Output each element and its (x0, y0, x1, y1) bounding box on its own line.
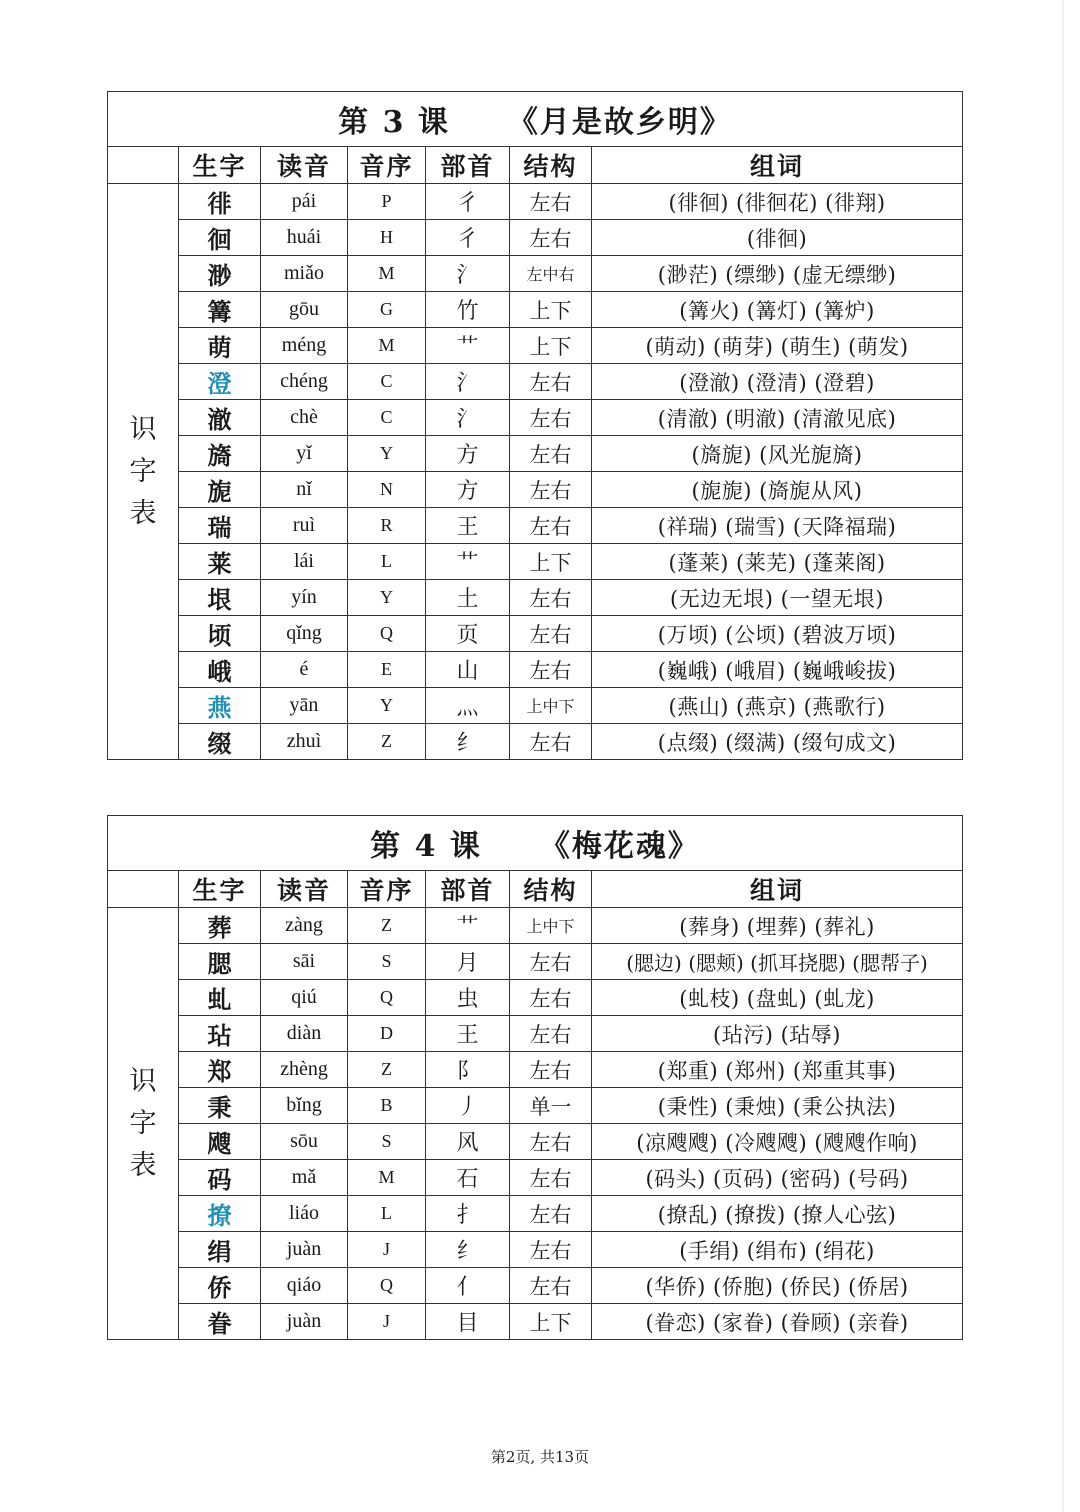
table-row (108, 220, 963, 256)
order-cell: Z (348, 1052, 426, 1088)
order-cell: C (348, 400, 426, 436)
order-cell: M (348, 1160, 426, 1196)
table-row (108, 616, 963, 652)
order-cell: L (348, 1196, 426, 1232)
structure-cell: 单一 (510, 1088, 592, 1124)
header-row (108, 871, 963, 908)
words-cell: (徘徊) (592, 220, 963, 256)
words-cell: (渺茫) (缥缈) (虚无缥缈) (592, 256, 963, 292)
order-cell: R (348, 508, 426, 544)
structure-cell: 左右 (510, 724, 592, 760)
pinyin-cell: yǐ (261, 436, 348, 472)
pinyin-cell: liáo (261, 1196, 348, 1232)
pinyin-cell: huái (261, 220, 348, 256)
structure-cell: 左右 (510, 1196, 592, 1232)
structure-cell: 上下 (510, 292, 592, 328)
pinyin-cell: sōu (261, 1124, 348, 1160)
lesson-4-table (107, 815, 963, 1340)
pinyin-cell: nǐ (261, 472, 348, 508)
side-label-char: 表 (129, 1149, 157, 1181)
radical-cell: 石 (426, 1160, 510, 1196)
radical-cell: 方 (426, 472, 510, 508)
radical-cell: 纟 (426, 1232, 510, 1268)
pinyin-cell: qiú (261, 980, 348, 1016)
radical-cell: 艹 (426, 328, 510, 364)
pinyin-cell: gōu (261, 292, 348, 328)
side-label (108, 908, 179, 1340)
table-row (108, 1304, 963, 1340)
pinyin-cell: yān (261, 688, 348, 724)
char-cell: 徊 (179, 220, 261, 256)
table-row (108, 184, 963, 220)
radical-cell: 山 (426, 652, 510, 688)
table-row (108, 944, 963, 980)
side-label-char: 识 (129, 1065, 157, 1097)
radical-cell: 竹 (426, 292, 510, 328)
column-header: 部首 (426, 147, 510, 184)
table-row (108, 292, 963, 328)
char-cell: 腮 (179, 944, 261, 980)
char-cell: 撩 (179, 1196, 261, 1232)
pinyin-cell: zhuì (261, 724, 348, 760)
column-header: 音序 (348, 871, 426, 908)
pinyin-cell: mǎ (261, 1160, 348, 1196)
words-cell: (撩乱) (撩拨) (撩人心弦) (592, 1196, 963, 1232)
pinyin-cell: qiáo (261, 1268, 348, 1304)
structure-cell: 左右 (510, 616, 592, 652)
pinyin-cell: diàn (261, 1016, 348, 1052)
table-row (108, 472, 963, 508)
words-cell: (虬枝) (盘虬) (虬龙) (592, 980, 963, 1016)
radical-cell: 土 (426, 580, 510, 616)
order-cell: P (348, 184, 426, 220)
structure-cell: 左右 (510, 436, 592, 472)
radical-cell: 彳 (426, 184, 510, 220)
char-cell: 葬 (179, 908, 261, 944)
radical-cell: 方 (426, 436, 510, 472)
char-cell: 旖 (179, 436, 261, 472)
order-cell: M (348, 256, 426, 292)
pinyin-cell: chéng (261, 364, 348, 400)
side-label-char: 表 (129, 497, 157, 529)
pinyin-cell: zàng (261, 908, 348, 944)
order-cell: L (348, 544, 426, 580)
pinyin-cell: é (261, 652, 348, 688)
words-cell: (葬身) (埋葬) (葬礼) (592, 908, 963, 944)
words-cell: (眷恋) (家眷) (眷顾) (亲眷) (592, 1304, 963, 1340)
lesson-title-cell (108, 816, 963, 871)
order-cell: Z (348, 724, 426, 760)
table-row (108, 1088, 963, 1124)
radical-cell: 王 (426, 508, 510, 544)
radical-cell: 阝 (426, 1052, 510, 1088)
title-row (108, 92, 963, 147)
structure-cell: 左右 (510, 580, 592, 616)
structure-cell: 左右 (510, 472, 592, 508)
table-row (108, 1160, 963, 1196)
header-row (108, 147, 963, 184)
column-header: 组词 (592, 871, 963, 908)
radical-cell: 目 (426, 1304, 510, 1340)
words-cell: (秉性) (秉烛) (秉公执法) (592, 1088, 963, 1124)
radical-cell: 艹 (426, 544, 510, 580)
words-cell: (旎旎) (旖旎从风) (592, 472, 963, 508)
lesson-3-table (107, 91, 963, 760)
words-cell: (点缀) (缀满) (缀句成文) (592, 724, 963, 760)
radical-cell: 艹 (426, 908, 510, 944)
page-edge (1062, 0, 1064, 1512)
structure-cell: 左右 (510, 508, 592, 544)
pinyin-cell: méng (261, 328, 348, 364)
structure-cell: 左右 (510, 652, 592, 688)
column-header: 结构 (510, 147, 592, 184)
char-cell: 缀 (179, 724, 261, 760)
char-cell: 绢 (179, 1232, 261, 1268)
structure-cell: 左右 (510, 1268, 592, 1304)
char-cell: 旎 (179, 472, 261, 508)
radical-cell: 月 (426, 944, 510, 980)
table-row (108, 256, 963, 292)
pinyin-cell: sāi (261, 944, 348, 980)
pinyin-cell: juàn (261, 1304, 348, 1340)
lesson-title: 《梅花魂》 (539, 829, 700, 864)
structure-cell: 左右 (510, 944, 592, 980)
words-cell: (华侨) (侨胞) (侨民) (侨居) (592, 1268, 963, 1304)
pinyin-cell: chè (261, 400, 348, 436)
radical-cell: 风 (426, 1124, 510, 1160)
side-label-char: 字 (129, 1107, 157, 1139)
order-cell: S (348, 1124, 426, 1160)
order-cell: Y (348, 436, 426, 472)
char-cell: 澈 (179, 400, 261, 436)
structure-cell: 上中下 (510, 688, 592, 724)
side-label-char: 识 (129, 413, 157, 445)
char-cell: 玷 (179, 1016, 261, 1052)
words-cell: (篝火) (篝灯) (篝炉) (592, 292, 963, 328)
table-row (108, 436, 963, 472)
table-row (108, 1016, 963, 1052)
words-cell: (萌动) (萌芽) (萌生) (萌发) (592, 328, 963, 364)
lesson-number: 第 3 课 (338, 105, 450, 140)
words-cell: (手绢) (绢布) (绢花) (592, 1232, 963, 1268)
char-cell: 峨 (179, 652, 261, 688)
pinyin-cell: yín (261, 580, 348, 616)
order-cell: B (348, 1088, 426, 1124)
char-cell: 徘 (179, 184, 261, 220)
pinyin-cell: juàn (261, 1232, 348, 1268)
radical-cell: 氵 (426, 400, 510, 436)
pinyin-cell: lái (261, 544, 348, 580)
char-cell: 码 (179, 1160, 261, 1196)
lesson-title: 《月是故乡明》 (507, 105, 732, 140)
pinyin-cell: pái (261, 184, 348, 220)
char-cell: 瑞 (179, 508, 261, 544)
structure-cell: 左右 (510, 220, 592, 256)
table-row (108, 688, 963, 724)
structure-cell: 左中右 (510, 256, 592, 292)
order-cell: C (348, 364, 426, 400)
order-cell: Q (348, 616, 426, 652)
words-cell: (玷污) (玷辱) (592, 1016, 963, 1052)
table-row (108, 364, 963, 400)
structure-cell: 左右 (510, 1052, 592, 1088)
structure-cell: 左右 (510, 364, 592, 400)
structure-cell: 上下 (510, 544, 592, 580)
title-row (108, 816, 963, 871)
table-row (108, 652, 963, 688)
order-cell: N (348, 472, 426, 508)
page-footer: 第2页, 共13页 (490, 1448, 590, 1466)
column-header: 生字 (179, 147, 261, 184)
order-cell: S (348, 944, 426, 980)
words-cell: (凉飕飕) (冷飕飕) (飕飕作响) (592, 1124, 963, 1160)
order-cell: E (348, 652, 426, 688)
order-cell: H (348, 220, 426, 256)
char-cell: 眷 (179, 1304, 261, 1340)
table-row (108, 508, 963, 544)
radical-cell: 王 (426, 1016, 510, 1052)
words-cell: (无边无垠) (一望无垠) (592, 580, 963, 616)
char-cell: 燕 (179, 688, 261, 724)
order-cell: J (348, 1232, 426, 1268)
structure-cell: 左右 (510, 1124, 592, 1160)
words-cell: (万顷) (公顷) (碧波万顷) (592, 616, 963, 652)
words-cell: (郑重) (郑州) (郑重其事) (592, 1052, 963, 1088)
char-cell: 顷 (179, 616, 261, 652)
table-row (108, 1052, 963, 1088)
table-row (108, 908, 963, 944)
char-cell: 萌 (179, 328, 261, 364)
structure-cell: 左右 (510, 980, 592, 1016)
char-cell: 秉 (179, 1088, 261, 1124)
structure-cell: 左右 (510, 1016, 592, 1052)
side-label-char: 字 (129, 455, 157, 487)
table-row (108, 1124, 963, 1160)
lesson-title-cell (108, 92, 963, 147)
structure-cell: 左右 (510, 184, 592, 220)
order-cell: Y (348, 580, 426, 616)
radical-cell: 灬 (426, 688, 510, 724)
structure-cell: 上下 (510, 328, 592, 364)
radical-cell: 氵 (426, 364, 510, 400)
radical-cell: 页 (426, 616, 510, 652)
char-cell: 虬 (179, 980, 261, 1016)
order-cell: J (348, 1304, 426, 1340)
lesson-number: 第 4 课 (370, 829, 482, 864)
radical-cell: 虫 (426, 980, 510, 1016)
words-cell: (徘徊) (徘徊花) (徘翔) (592, 184, 963, 220)
table-row (108, 400, 963, 436)
table-row (108, 1196, 963, 1232)
radical-cell: 彳 (426, 220, 510, 256)
order-cell: M (348, 328, 426, 364)
char-cell: 垠 (179, 580, 261, 616)
order-cell: Q (348, 1268, 426, 1304)
table-row (108, 1232, 963, 1268)
char-cell: 澄 (179, 364, 261, 400)
table-row (108, 544, 963, 580)
structure-cell: 上下 (510, 1304, 592, 1340)
table-row (108, 580, 963, 616)
order-cell: Z (348, 908, 426, 944)
radical-cell: 扌 (426, 1196, 510, 1232)
words-cell: (码头) (页码) (密码) (号码) (592, 1160, 963, 1196)
radical-cell: 丿 (426, 1088, 510, 1124)
pinyin-cell: ruì (261, 508, 348, 544)
order-cell: Y (348, 688, 426, 724)
radical-cell: 亻 (426, 1268, 510, 1304)
column-header: 组词 (592, 147, 963, 184)
side-label (108, 184, 179, 760)
char-cell: 飕 (179, 1124, 261, 1160)
pinyin-cell: miǎo (261, 256, 348, 292)
structure-cell: 左右 (510, 1160, 592, 1196)
char-cell: 篝 (179, 292, 261, 328)
structure-cell: 左右 (510, 1232, 592, 1268)
words-cell: (清澈) (明澈) (清澈见底) (592, 400, 963, 436)
pinyin-cell: zhèng (261, 1052, 348, 1088)
header-blank (108, 147, 179, 184)
order-cell: D (348, 1016, 426, 1052)
structure-cell: 上中下 (510, 908, 592, 944)
structure-cell: 左右 (510, 400, 592, 436)
table-row (108, 328, 963, 364)
column-header: 结构 (510, 871, 592, 908)
char-cell: 莱 (179, 544, 261, 580)
column-header: 读音 (261, 147, 348, 184)
words-cell: (燕山) (燕京) (燕歌行) (592, 688, 963, 724)
header-blank (108, 871, 179, 908)
pinyin-cell: qǐng (261, 616, 348, 652)
column-header: 读音 (261, 871, 348, 908)
table-row (108, 1268, 963, 1304)
column-header: 生字 (179, 871, 261, 908)
table-row (108, 724, 963, 760)
order-cell: G (348, 292, 426, 328)
words-cell: (澄澈) (澄清) (澄碧) (592, 364, 963, 400)
order-cell: Q (348, 980, 426, 1016)
words-cell: (巍峨) (峨眉) (巍峨峻拔) (592, 652, 963, 688)
radical-cell: 纟 (426, 724, 510, 760)
char-cell: 侨 (179, 1268, 261, 1304)
pinyin-cell: bǐng (261, 1088, 348, 1124)
char-cell: 渺 (179, 256, 261, 292)
words-cell: (腮边) (腮颊) (抓耳挠腮) (腮帮子) (592, 944, 963, 980)
words-cell: (旖旎) (风光旎旖) (592, 436, 963, 472)
words-cell: (蓬莱) (莱芜) (蓬莱阁) (592, 544, 963, 580)
radical-cell: 氵 (426, 256, 510, 292)
char-cell: 郑 (179, 1052, 261, 1088)
words-cell: (祥瑞) (瑞雪) (天降福瑞) (592, 508, 963, 544)
column-header: 部首 (426, 871, 510, 908)
table-row (108, 980, 963, 1016)
column-header: 音序 (348, 147, 426, 184)
